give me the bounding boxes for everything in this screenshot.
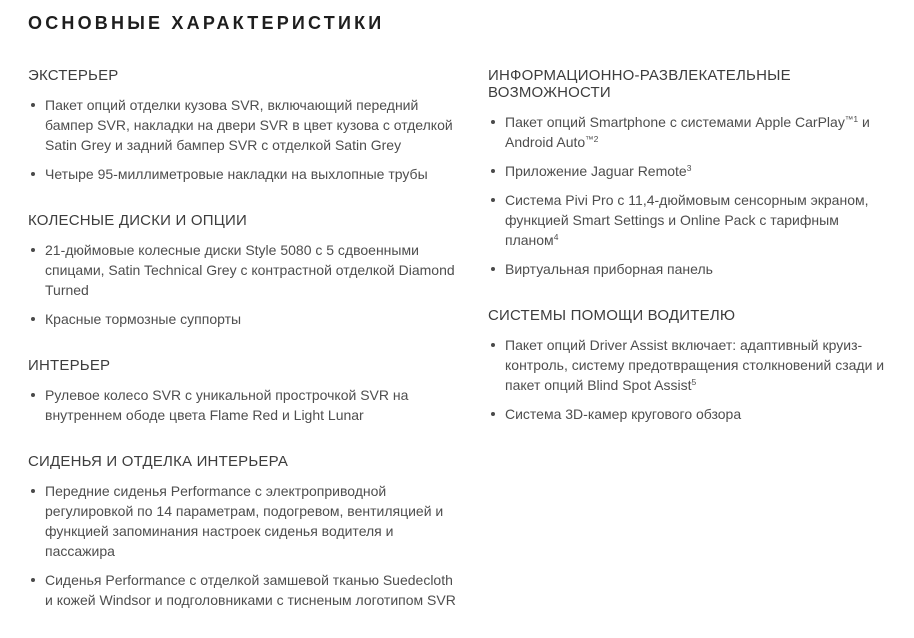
spec-section: [488, 67, 890, 279]
section-heading: СИДЕНЬЯ И ОТДЕЛКА ИНТЕРЬЕРА: [28, 453, 289, 470]
feature-item: Система 3D-камер кругового обзора: [488, 404, 890, 424]
feature-list: [28, 240, 462, 329]
right-column: [488, 67, 890, 638]
bullet-icon: [31, 248, 35, 252]
feature-list: [488, 335, 890, 424]
bullet-icon: [31, 489, 35, 493]
footnote-superscript: 3: [686, 163, 692, 174]
page-title: ОСНОВНЫЕ ХАРАКТЕРИСТИКИ: [28, 13, 385, 33]
feature-list: [28, 481, 462, 610]
feature-list: [28, 95, 462, 184]
spec-section: [488, 307, 890, 424]
feature-item: Рулевое колесо SVR с уникальной прострочкой SVR на внутреннем ободе цвета Flame Red и Light Lunar: [28, 385, 462, 425]
feature-item: Четыре 95-миллиметровые накладки на выхлопные трубы: [28, 164, 462, 184]
section-heading: ИНТЕРЬЕР: [28, 357, 111, 374]
section-heading: ИНФОРМАЦИОННО-РАЗВЛЕКАТЕЛЬНЫЕ ВОЗМОЖНОСТИ: [488, 67, 791, 101]
feature-item: Сиденья Performance с отделкой замшевой тканью Suedecloth и кожей Windsor и подголовниками с тисненым логотипом SVR: [28, 570, 462, 610]
feature-item: Пакет опций Driver Assist включает: адаптивный круиз-контроль, систему предотвращения столкновений сзади и пакет опций Blind Spot Assist$^5$: [488, 335, 890, 395]
section-heading: СИСТЕМЫ ПОМОЩИ ВОДИТЕЛЮ: [488, 307, 736, 324]
section-heading: КОЛЕСНЫЕ ДИСКИ И ОПЦИИ: [28, 212, 247, 229]
feature-item: Пакет опций отделки кузова SVR, включающий передний бампер SVR, накладки на двери SVR в цвет кузова с отделкой Satin Grey и задний бампер SVR с отделкой Satin Grey: [28, 95, 462, 155]
feature-list: [488, 112, 890, 279]
bullet-icon: [491, 267, 495, 271]
bullet-icon: [31, 172, 35, 176]
feature-item: Пакет опций Smartphone с системами Apple CarPlay$^{™1}$ и Android Auto$^{™2}$: [488, 112, 890, 152]
bullet-icon: [491, 198, 495, 202]
spec-section: [28, 212, 462, 329]
feature-item: Приложение Jaguar Remote$^3$: [488, 161, 890, 181]
feature-item: Передние сиденья Performance с электроприводной регулировкой по 14 параметрам, подогревом, вентиляцией и функцией запоминания настроек сиденья водителя и пассажира: [28, 481, 462, 561]
feature-item: 21-дюймовые колесные диски Style 5080 с 5 сдвоенными спицами, Satin Technical Grey с контрастной отделкой Diamond Turned: [28, 240, 462, 300]
section-heading: ЭКСТЕРЬЕР: [28, 67, 119, 84]
left-column: [28, 67, 462, 638]
feature-item: Красные тормозные суппорты: [28, 309, 462, 329]
bullet-icon: [491, 169, 495, 173]
spec-section: [28, 67, 462, 184]
spec-columns: [28, 67, 890, 638]
bullet-icon: [491, 120, 495, 124]
footnote-superscript: ™1: [844, 114, 859, 125]
footnote-superscript: 4: [553, 232, 559, 243]
spec-section: [28, 453, 462, 610]
bullet-icon: [491, 343, 495, 347]
bullet-icon: [31, 393, 35, 397]
feature-item: Система Pivi Pro с 11,4-дюймовым сенсорным экраном, функцией Smart Settings и Online Pack с тарифным планом$^4$: [488, 190, 890, 250]
bullet-icon: [491, 412, 495, 416]
bullet-icon: [31, 103, 35, 107]
bullet-icon: [31, 317, 35, 321]
footnote-superscript: ™2: [585, 134, 599, 145]
feature-list: [28, 385, 462, 425]
feature-item: Виртуальная приборная панель: [488, 259, 890, 279]
footnote-superscript: 5: [691, 377, 697, 388]
spec-section: [28, 357, 462, 425]
bullet-icon: [31, 578, 35, 582]
